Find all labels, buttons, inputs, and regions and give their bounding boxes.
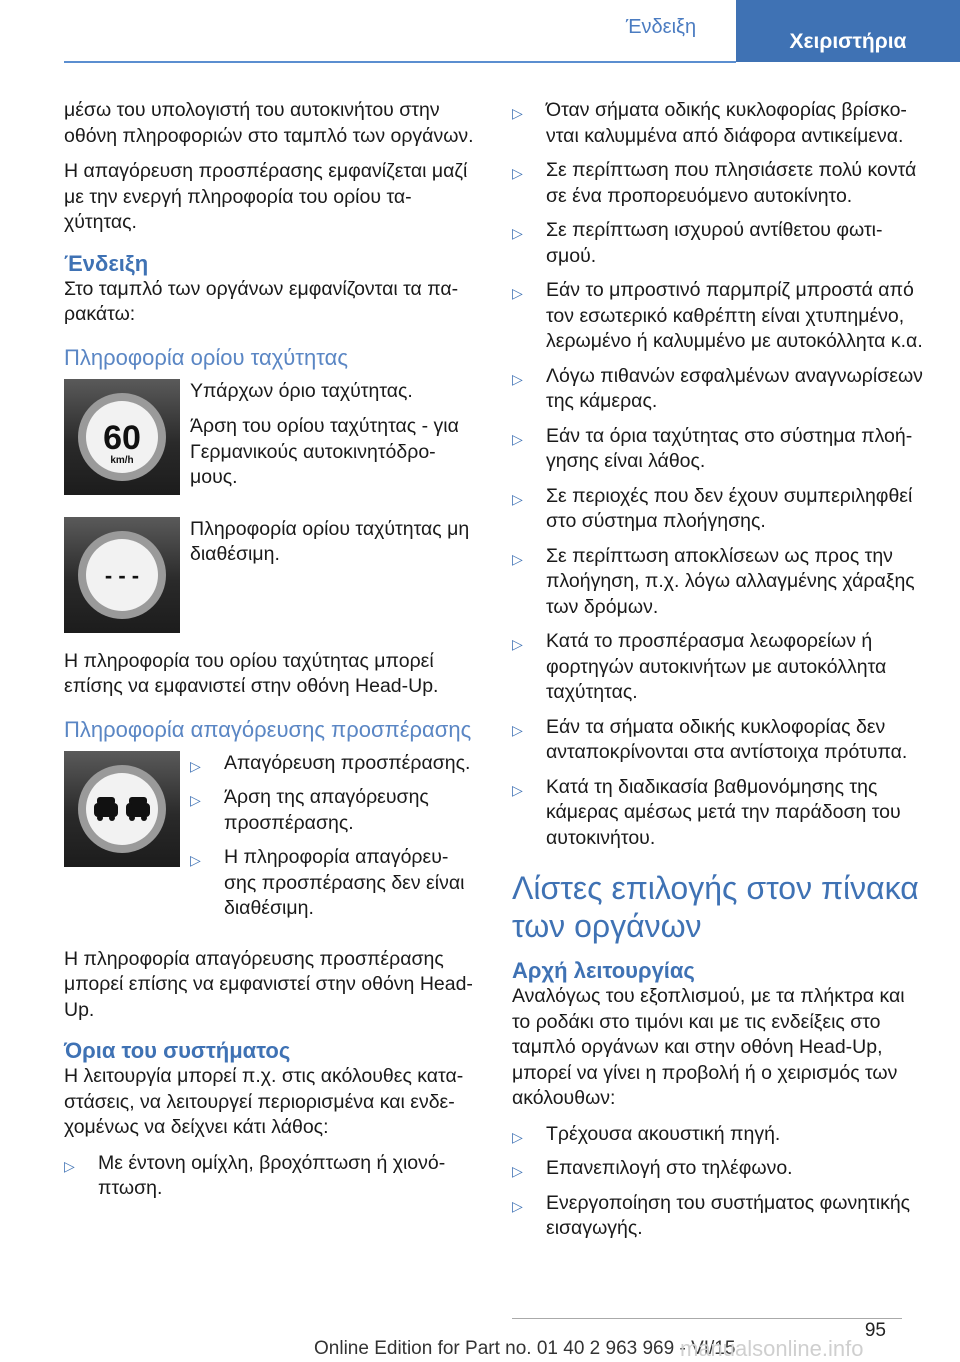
- speed-unavailable-row: [64, 517, 478, 633]
- triangle-bullet-icon: ▷: [512, 105, 523, 121]
- heading-speed-limit: Πληροφορία ορίου ταχύτητας: [64, 344, 348, 370]
- list-item: ▷ Εάν το μπροστινό παρμπρίζ μπροστά από τον εσωτερικό καθρέπτη είναι χτυπημένο, λερωμένο ή καλυμμένο με αυτοκόλλητα κ.α.: [512, 279, 923, 352]
- right-column: [512, 98, 926, 1251]
- list-item: ▷ Ενεργοποίηση του συστήματος φωνητικής εισαγωγής.: [512, 1191, 911, 1239]
- speed-unit: km/h: [110, 454, 134, 466]
- triangle-bullet-icon: ▷: [512, 225, 523, 241]
- dashes: - - -: [104, 562, 140, 588]
- list-item: ▷ Η πληροφορία απαγόρευ‐σης προσπέρασης δεν είναι διαθέσιμη.: [190, 846, 465, 919]
- page-header: [0, 0, 960, 62]
- heading-display: Ένδειξη: [64, 250, 149, 276]
- speed-text-current: Υπάρχων όριο ταχύτητας.: [190, 379, 413, 402]
- paragraph: Η πληροφορία απαγόρευσης προσπέρασης μπορεί επίσης να εμφανιστεί στην οθόνη Head-Up.: [64, 947, 473, 1021]
- heading-limits: Όρια του συστήματος: [64, 1038, 291, 1063]
- speed-limit-unavailable-image: [64, 517, 180, 633]
- list-item: ▷ Εάν τα σήματα οδικής κυκλοφορίας δεν ανταποκρίνονται στα αντίστοιχα πρότυπα.: [512, 715, 908, 763]
- triangle-bullet-icon: ▷: [512, 636, 523, 652]
- list-item: ▷ Σε περίπτωση που πλησιάσετε πολύ κοντά σε ένα προπορευόμενο αυτοκίνητο.: [512, 159, 917, 207]
- list-item: ▷ Άρση της απαγόρευσης προσπέρασης.: [190, 786, 429, 834]
- overtake-row: [64, 751, 478, 931]
- list-item: ▷ Κατά το προσπέρασμα λεωφορείων ή φορτηγών αυτοκινήτων με αυτοκόλλητα ταχύτητας.: [512, 630, 887, 703]
- watermark: manualsonline.info: [680, 1336, 864, 1361]
- speed-unavailable-icon: [64, 517, 180, 633]
- speed-text-unavailable: Πληροφορία ορίου ταχύτητας μη διαθέσιμη.: [190, 517, 470, 565]
- limits-list-continued: [512, 98, 926, 851]
- triangle-bullet-icon: ▷: [190, 757, 201, 774]
- triangle-bullet-icon: ▷: [190, 792, 201, 808]
- no-overtaking-image: [64, 751, 180, 867]
- list-item: ▷ Απαγόρευση προσπέρασης.: [190, 751, 478, 777]
- heading-principle: Αρχή λειτουργίας: [512, 958, 695, 983]
- list-item: ▷ Λόγω πιθανών εσφαλμένων αναγνωρίσεων της κάμερας.: [512, 364, 923, 412]
- triangle-bullet-icon: ▷: [512, 781, 523, 798]
- triangle-bullet-icon: ▷: [512, 165, 523, 181]
- no-overtaking-icon: [64, 751, 180, 867]
- triangle-bullet-icon: ▷: [64, 1157, 75, 1174]
- triangle-bullet-icon: ▷: [512, 1197, 523, 1214]
- left-column: [64, 98, 478, 1211]
- triangle-bullet-icon: ▷: [512, 285, 523, 301]
- triangle-bullet-icon: ▷: [512, 1163, 523, 1179]
- speed-value: 60: [103, 418, 141, 457]
- heading-overtake: Πληροφορία απαγόρευσης προσπέρασης: [64, 716, 472, 742]
- triangle-bullet-icon: ▷: [190, 852, 201, 868]
- list-item: ▷ Τρέχουσα ακουστική πηγή.: [512, 1122, 926, 1148]
- triangle-bullet-icon: ▷: [512, 550, 523, 567]
- section-tab[interactable]: Ένδειξη: [625, 16, 697, 38]
- chapter-tab[interactable]: Χειριστήρια: [736, 0, 960, 62]
- list-item: ▷ Επανεπιλογή στο τηλέφωνο.: [512, 1156, 926, 1182]
- triangle-bullet-icon: ▷: [512, 490, 523, 507]
- list-item: ▷ Σε περιοχές που δεν έχουν συμπεριληφθεί στο σύστημα πλοήγησης.: [512, 484, 913, 532]
- edition-text: Online Edition for Part no. 01 40 2 963 969 - VI/15: [314, 1338, 736, 1359]
- list-item: ▷ Όταν σήματα οδικής κυκλοφορίας βρίσκο‐νται καλυμμένα από διάφορα αντικείμενα.: [512, 99, 907, 147]
- paragraph: Η πληροφορία του ορίου ταχύτητας μπορεί επίσης να εμφανιστεί στην οθόνη Head-Up.: [64, 649, 439, 697]
- list-item: ▷ Σε περίπτωση ισχυρού αντίθετου φωτι‐σμού.: [512, 219, 883, 267]
- limits-list: [64, 1151, 478, 1202]
- list-item: ▷ Κατά τη διαδικασία βαθμονόμησης της κάμερας αμέσως μετά την παράδοση του αυτοκινήτου.: [512, 775, 901, 849]
- speed-text-lifted: Άρση του ορίου ταχύτητας - για Γερμανικούς αυτοκινητόδρο‐μους.: [190, 415, 459, 488]
- list-item: ▷ Εάν τα όρια ταχύτητας στο σύστημα πλοή‐γησης είναι λάθος.: [512, 424, 913, 472]
- page-footer: [0, 1310, 960, 1362]
- speed-limit-row: [64, 379, 478, 501]
- list-item: ▷ Με έντονη ομίχλη, βροχόπτωση ή χιονό‐πτωση.: [64, 1151, 446, 1199]
- paragraph: Στο ταμπλό των οργάνων εμφανίζονται τα πα‐ρακάτω:: [64, 277, 459, 325]
- functions-list: [512, 1122, 926, 1242]
- paragraph: μέσω του υπολογιστή του αυτοκινήτου στην οθόνη πληροφοριών στο ταμπλό των οργάνων.: [64, 99, 474, 147]
- paragraph: Αναλόγως του εξοπλισμού, με τα πλήκτρα και το ροδάκι στο τιμόνι και με τις ενδείξεις στο ταμπλό οργάνων και στην οθόνη Head-Up, μπορεί να γίνει η προβολή ή ο χειρισμός των ακόλουθων:: [512, 985, 905, 1109]
- triangle-bullet-icon: ▷: [512, 430, 523, 447]
- header-divider: [64, 61, 736, 63]
- heading-instrument-lists: Λίστες επιλογής στον πίνακα των οργάνων: [512, 870, 919, 944]
- footer-divider: [512, 1318, 902, 1319]
- paragraph: Η λειτουργία μπορεί π.χ. στις ακόλουθες κατα‐στάσεις, να λειτουργεί περιορισμένα και ενδε‐χομένως να δείχνει κάτι λάθος:: [64, 1065, 464, 1138]
- triangle-bullet-icon: ▷: [512, 370, 523, 387]
- triangle-bullet-icon: ▷: [512, 721, 523, 738]
- paragraph: Η απαγόρευση προσπέρασης εμφανίζεται μαζί με την ενεργή πληροφορία του ορίου τα‐χύτητας.: [64, 160, 468, 233]
- speed-sign-icon: [64, 379, 180, 495]
- triangle-bullet-icon: ▷: [512, 1128, 523, 1145]
- page-number: 95: [864, 1320, 886, 1341]
- overtake-list: [190, 751, 478, 922]
- speed-limit-60-image: [64, 379, 180, 495]
- list-item: ▷ Σε περίπτωση αποκλίσεων ως προς την πλοήγηση, π.χ. λόγω αλλαγμένης χάραξης των δρόμων.: [512, 544, 915, 618]
